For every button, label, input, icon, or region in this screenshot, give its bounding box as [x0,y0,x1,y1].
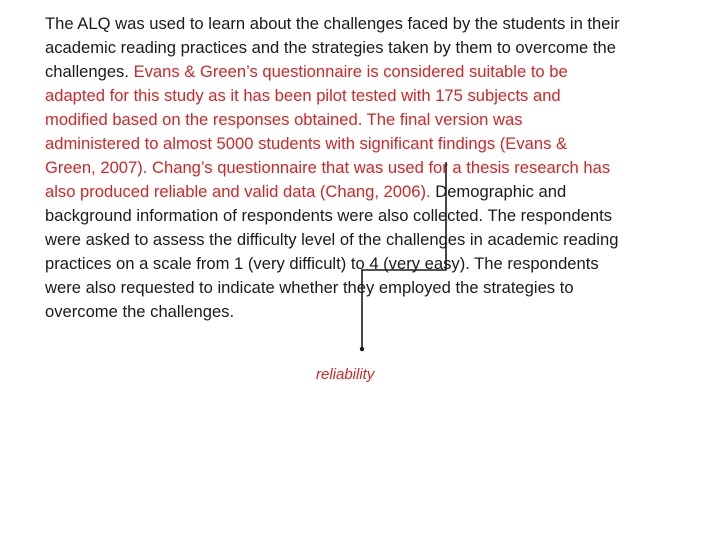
paragraph-line [45,180,685,204]
paragraph-line [45,12,685,36]
paragraph-line [45,156,685,180]
paragraph-line [45,132,685,156]
highlighted-text-run: Green, 2007). Chang’s questionnaire that was used for a thesis research has [45,158,611,177]
body-paragraph [45,12,685,324]
paragraph-line [45,276,685,300]
highlighted-text-run: administered to almost 5000 students with significant findings (Evans & [45,134,568,153]
text-run: were also requested to indicate whether they employed the strategies to [45,278,574,297]
text-run: challenges. [45,62,134,81]
highlighted-text-run: modified based on the responses obtained. The final version was [45,110,523,129]
text-run: practices on a scale from 1 (very difficult) to 4 (very easy). The respondents [45,254,599,273]
text-run: overcome the challenges. [45,302,235,321]
text-run: were asked to assess the difficulty level of the challenges in academic reading [45,230,619,249]
paragraph-line [45,252,685,276]
paragraph-line [45,60,685,84]
text-run: background information of respondents were also collected. The respondents [45,206,612,225]
highlighted-text-run: Evans & Green’s questionnaire is considered suitable to be [133,62,568,81]
paragraph-line [45,84,685,108]
callout-endpoint-dot [360,347,364,351]
text-run: academic reading practices and the strategies taken by them to overcome the [45,38,616,57]
callout-label-reliability: reliability [316,366,375,383]
paragraph-line [45,204,685,228]
paragraph-line [45,300,685,324]
highlighted-text-run: also produced reliable and valid data (Chang, 2006). [45,182,431,201]
paragraph-line [45,36,685,60]
highlighted-text-run: adapted for this study as it has been pilot tested with 175 subjects and [45,86,561,105]
paragraph-line [45,228,685,252]
text-run: The ALQ was used to learn about the challenges faced by the students in their [45,14,620,33]
paragraph-line [45,108,685,132]
text-run: Demographic and [430,182,567,201]
